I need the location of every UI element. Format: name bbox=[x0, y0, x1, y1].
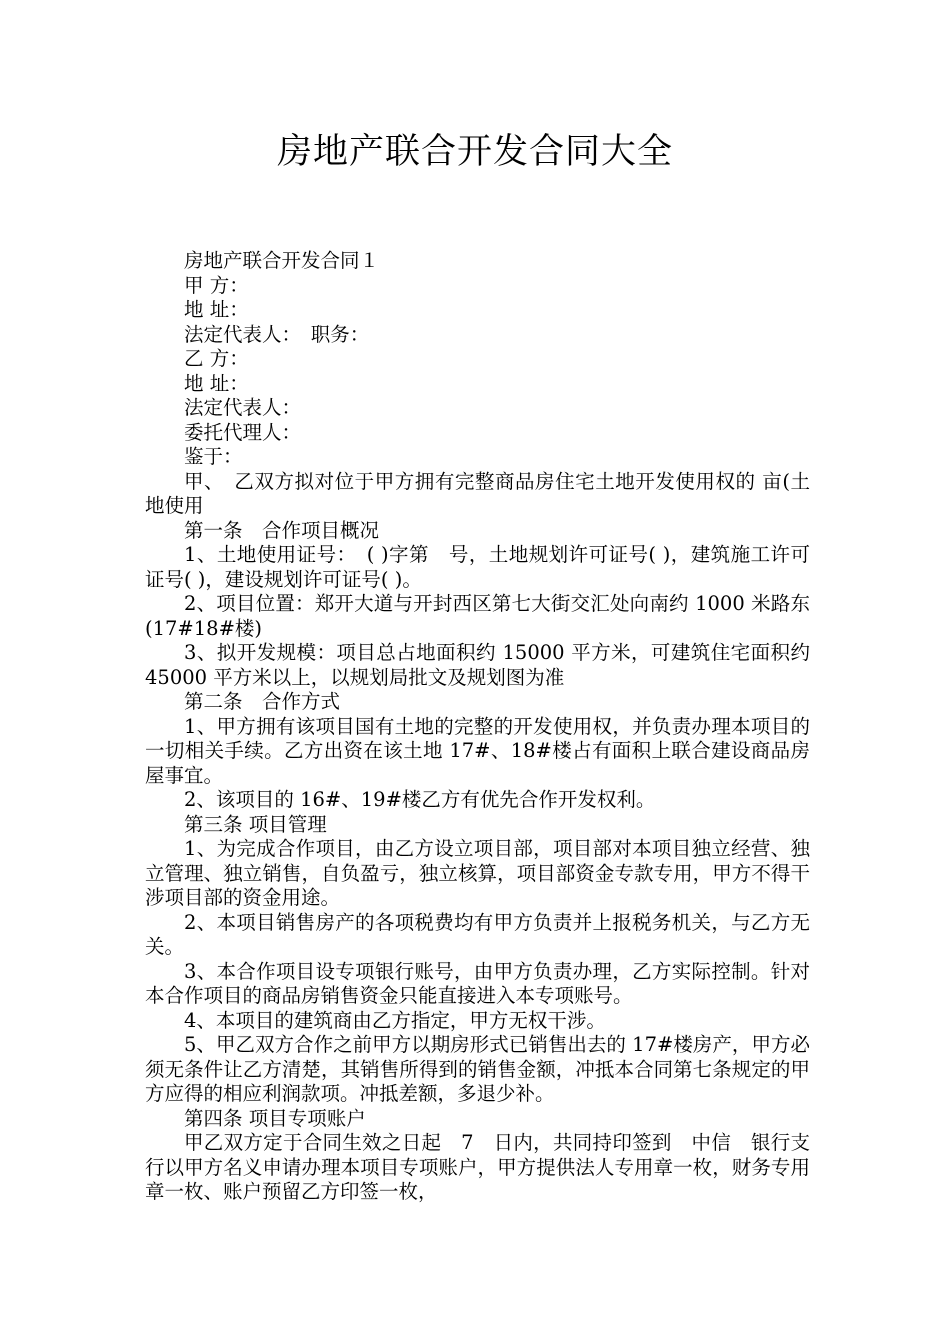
document-body bbox=[145, 249, 810, 1205]
party-a-representative-label: 法定代表人： 职务： bbox=[184, 322, 370, 346]
article-3-clause-5: 5、甲乙双方合作之前甲方以期房形式已销售出去的 17#楼房产，甲方必须无条件让乙方清楚，其销售所得到的销售金额，冲抵本合同第七条规定的甲方应得的相应利润款项。冲抵差额，多退少补。 bbox=[145, 1033, 810, 1105]
article-3-clause-3: 3、本合作项目设专项银行账号，由甲方负责办理，乙方实际控制。针对本合作项目的商品房销售资金只能直接进入本专项账号。 bbox=[145, 959, 810, 1007]
article-2-clause-1: 1、甲方拥有该项目国有土地的完整的开发使用权，并负责办理本项目的一切相关手续。乙方出资在该土地 17#、18#楼占有面积上联合建设商品房屋事宜。 bbox=[145, 714, 810, 787]
whereas-label: 鉴于： bbox=[184, 445, 243, 468]
document-title: 房地产联合开发合同大全 bbox=[276, 132, 673, 172]
whereas-paragraph: 甲、 乙双方拟对位于甲方拥有完整商品房住宅土地开发使用权的 亩(土地使用 bbox=[145, 469, 810, 517]
party-b-representative-label: 法定代表人： bbox=[184, 396, 302, 419]
party-b-address-label: 地 址： bbox=[184, 371, 249, 395]
article-2-heading: 第二条 合作方式 bbox=[184, 690, 341, 713]
party-b-label: 乙 方： bbox=[184, 347, 249, 370]
article-3-heading: 第三条 项目管理 bbox=[184, 812, 327, 836]
party-a-address-label: 地 址： bbox=[184, 298, 249, 321]
article-1-clause-3: 3、拟开发规模：项目总占地面积约 15000 平方米，可建筑住宅面积约 45000 平方米以上，以规划局批文及规划图为准 bbox=[145, 641, 810, 689]
article-1-clause-2: 2、项目位置：郑开大道与开封西区第七大街交汇处向南约 1000 米路东(17#18#楼) bbox=[145, 592, 810, 640]
article-3-clause-2: 2、本项目销售房产的各项税费均有甲方负责并上报税务机关，与乙方无关。 bbox=[145, 910, 810, 958]
article-1-heading: 第一条 合作项目概况 bbox=[184, 518, 380, 542]
article-2-clause-2: 2、该项目的 16#、19#楼乙方有优先合作开发权利。 bbox=[184, 788, 656, 811]
article-3-clause-4: 4、本项目的建筑商由乙方指定，甲方无权干涉。 bbox=[184, 1008, 606, 1032]
article-4-heading: 第四条 项目专项账户 bbox=[184, 1106, 366, 1130]
party-a-label: 甲 方： bbox=[184, 273, 249, 297]
article-4-clause-1: 甲乙双方定于合同生效之日起 7 日内，共同持印签到 中信 银行支行以甲方名义申请办理本项目专项账户，甲方提供法人专用章一枚，财务专用章一枚、账户预留乙方印签一枚， bbox=[145, 1131, 810, 1203]
article-3-clause-1: 1、为完成合作项目，由乙方设立项目部，项目部对本项目独立经营、独立管理、独立销售，自负盈亏，独立核算，项目部资金专款专用，甲方不得干涉项目部的资金用途。 bbox=[145, 837, 810, 909]
contract-heading: 房地产联合开发合同１ bbox=[184, 249, 380, 272]
article-1-clause-1: 1、土地使用证号： ( )字第 号，土地规划许可证号( )，建筑施工许可证号( )，建设规划许可证号( )。 bbox=[145, 543, 810, 591]
party-b-agent-label: 委托代理人： bbox=[184, 420, 302, 444]
